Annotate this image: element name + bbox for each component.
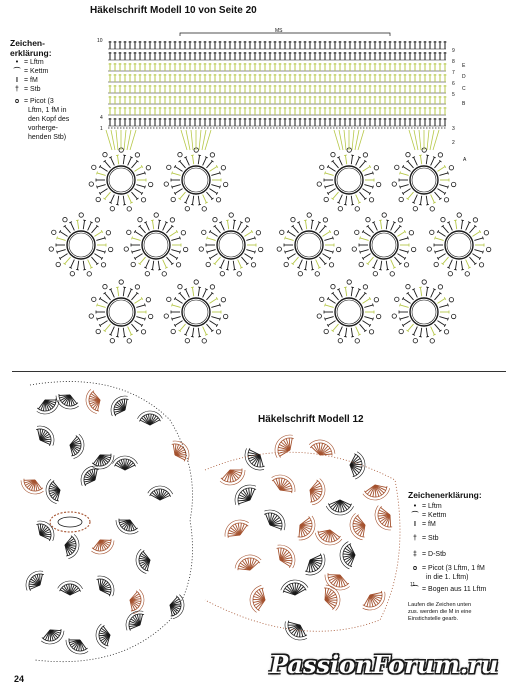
chain-arch-symbol: 11 ⌒ (410, 582, 419, 593)
flower-motif-1 (89, 148, 153, 211)
row-number-1: 1 (100, 126, 103, 132)
top-chart-title: Häkelschrift Modell 10 von Seite 20 (90, 5, 257, 16)
top-legend (10, 38, 100, 142)
fan-right-26 (285, 621, 307, 640)
row-letter-a: A (463, 157, 467, 163)
flower-motif-2 (164, 148, 228, 211)
center-oval (50, 512, 90, 532)
fan-right-6 (363, 485, 390, 500)
slip-stitch-symbol: ⌒ (411, 512, 419, 519)
fan-left-7 (70, 434, 84, 458)
fan-right-14 (264, 510, 285, 531)
fan-right-7 (375, 506, 392, 530)
row-letter-b: B (462, 101, 466, 107)
flower-motif-13 (317, 280, 381, 343)
fan-left-27 (172, 441, 189, 461)
flower-motif-4 (124, 213, 188, 276)
fan-left-8 (92, 454, 114, 469)
flower-motif-14 (392, 280, 456, 343)
double-crochet-symbol: † (15, 86, 19, 93)
fan-right-3 (275, 435, 294, 458)
bottom-legend-item-picot: ᴑ = Picot (3 Lftm, 1 fM in die 1. Lftm) (408, 564, 514, 582)
flower-motif-8 (317, 148, 381, 211)
fan-right-23 (281, 580, 308, 595)
side-number-8: 8 (452, 59, 455, 65)
ms-label: MS (275, 28, 283, 34)
fan-left-3 (86, 389, 100, 413)
fan-left-20 (97, 576, 114, 596)
fan-right-18 (235, 555, 261, 570)
bottom-legend-item-bogen: 11 ⌒ = Bogen aus 11 Lftm (410, 582, 487, 593)
fan-left-17 (136, 549, 150, 573)
flower-motif-7 (164, 280, 228, 343)
top-legend-item-lftm: • = Lftm (10, 58, 100, 67)
bottom-legend-item-dstb: ‡ = D-Stb (408, 550, 514, 559)
fan-left-13 (36, 521, 54, 541)
fan-right-9 (272, 475, 295, 493)
fan-left-11 (81, 466, 99, 486)
fan-left-5 (137, 411, 162, 425)
fan-left-18 (26, 571, 44, 591)
top-legend-item-stb: † = Stb (10, 85, 100, 94)
side-number-9: 9 (452, 48, 455, 54)
row-letter-e: E (462, 63, 466, 69)
fan-right-25 (363, 591, 385, 610)
fan-right-15 (298, 516, 315, 540)
fan-left-4 (111, 396, 129, 416)
flower-motif-6 (89, 280, 153, 343)
flower-motif-3 (49, 213, 113, 276)
fan-left-24 (96, 624, 110, 648)
fan-right-2 (245, 448, 265, 470)
side-number-5: 5 (452, 92, 455, 98)
fan-right-20 (305, 554, 325, 575)
chain-stitch-symbol: • (15, 59, 19, 66)
fan-right-21 (325, 573, 350, 590)
bottom-legend-item-kettm: ⌒ = Kettm (408, 511, 514, 520)
green-connectors (106, 130, 439, 150)
fan-left-21 (130, 589, 144, 613)
page-number: 24 (14, 674, 25, 684)
picot-symbol: ᴑ (14, 98, 20, 105)
top-legend-item-picot: ᴑ = Picot (3 Lftm, 1 fM in den Kopf des vorherge- henden Stb) (10, 97, 100, 142)
double-crochet-symbol: † (413, 535, 417, 542)
fan-right-19 (277, 545, 295, 568)
fan-right-4 (309, 440, 335, 455)
fan-right-22 (250, 585, 265, 612)
flower-motif-11 (352, 213, 416, 276)
single-crochet-symbol: I (414, 521, 416, 528)
watermark-text: PassionForum.ru (270, 650, 499, 679)
bottom-legend-note: Laufen die Zeichen unten zus. werden die M in eine Einstichstelle gearb. (408, 602, 472, 622)
fan-right-11 (326, 500, 353, 515)
fan-right-16 (315, 530, 342, 545)
fan-left-23 (66, 638, 88, 654)
flower-motif-5 (199, 213, 263, 276)
bottom-legend-item-lftm: • = Lftm (408, 502, 514, 511)
row-letter-c: C (462, 86, 466, 92)
row-letter-d: D (462, 74, 466, 80)
flower-motif-10 (277, 213, 341, 276)
fan-left-15 (91, 539, 114, 554)
fan-left-1 (37, 399, 59, 415)
fan-left-9 (21, 479, 44, 494)
bottom-legend-item-fm: I = fM (408, 520, 514, 529)
flower-motif-9 (392, 148, 456, 211)
fan-left-16 (116, 519, 138, 534)
fan-right-5 (350, 452, 365, 479)
top-legend-item-kettm: ⌒ = Kettm (10, 67, 100, 76)
picot-symbol: ᴑ (412, 565, 418, 572)
bottom-legend-item-stb: † = Stb (408, 534, 514, 543)
top-legend-title-1: Zeichen- (10, 38, 45, 48)
bottom-chart-title: Häkelschrift Modell 12 (258, 414, 364, 425)
bottom-legend (408, 490, 514, 623)
bottom-legend-title: Zeichenerklärung: (408, 490, 482, 500)
section-divider (12, 371, 506, 372)
fan-right-8 (235, 485, 256, 505)
fan-right-10 (310, 479, 325, 505)
row-number-10: 10 (97, 38, 103, 44)
fan-left-12 (113, 456, 138, 470)
treble-crochet-symbol: ‡ (413, 551, 417, 558)
fan-left-26 (148, 486, 173, 500)
side-number-2: 2 (452, 140, 455, 146)
fan-left-6 (36, 426, 54, 446)
side-number-7: 7 (452, 70, 455, 76)
fan-left-2 (56, 394, 79, 409)
top-legend-item-fm: I = fM (10, 76, 100, 85)
row-number-4: 4 (100, 115, 103, 121)
single-crochet-symbol: I (16, 77, 18, 84)
fan-left-25 (126, 611, 144, 631)
top-legend-title-2: erklärung: (10, 48, 52, 58)
top-stitch-rows (108, 33, 447, 128)
fan-right-13 (225, 520, 249, 538)
side-number-3: 3 (452, 126, 455, 132)
flower-motif-12 (427, 213, 491, 276)
fan-left-10 (46, 479, 60, 503)
fan-right-1 (220, 469, 245, 486)
fan-left-14 (65, 534, 79, 558)
slip-stitch-symbol: ⌒ (13, 68, 21, 75)
fan-left-22 (41, 629, 64, 644)
fan-right-12 (350, 513, 365, 539)
fan-right-17 (340, 542, 355, 569)
fan-left-28 (170, 595, 184, 619)
fan-left-19 (58, 581, 83, 595)
fan-right-24 (324, 585, 340, 611)
side-number-6: 6 (452, 81, 455, 87)
chain-stitch-symbol: • (413, 503, 417, 510)
